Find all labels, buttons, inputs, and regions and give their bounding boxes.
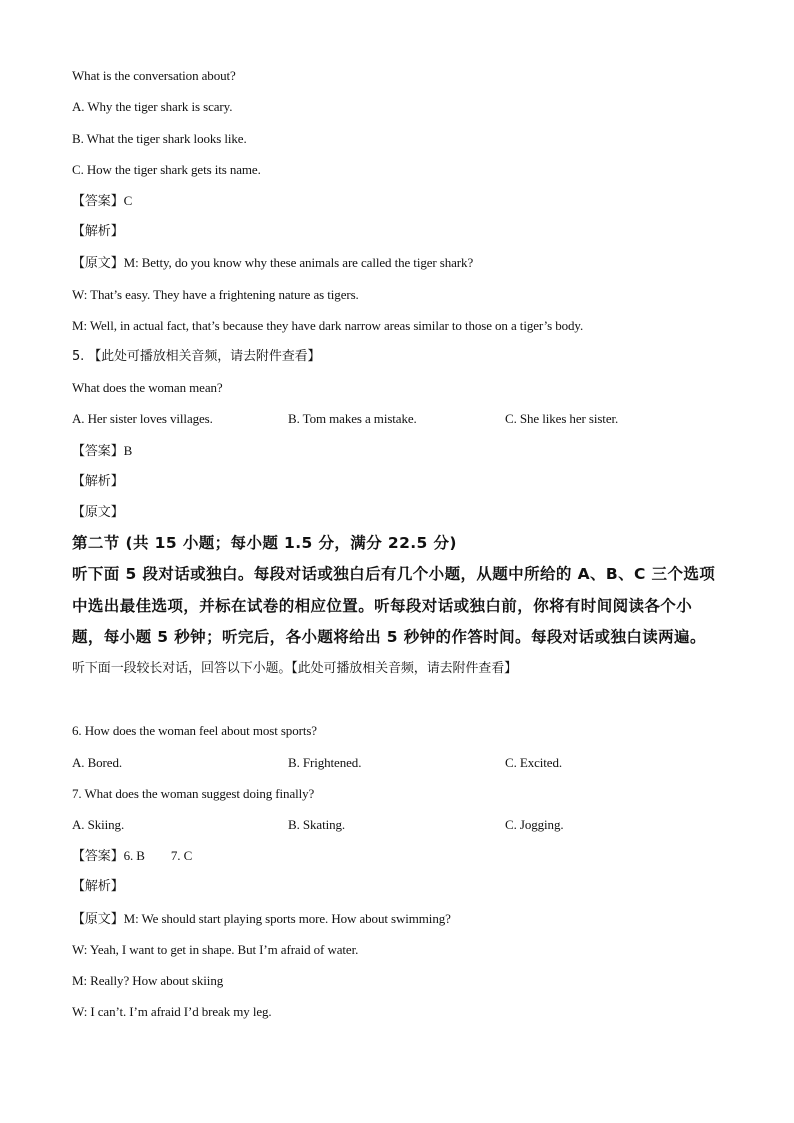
q5-analysis-label: 【解析】 [72, 474, 124, 489]
q5-question: What does the woman mean? [72, 380, 223, 395]
section-instructions-line-1: 听下面 5 段对话或独白。每段对话或独白后有几个小题，从题中所给的 A、B、C 三个选项 [72, 565, 716, 583]
q5-option-c: C. She likes her sister. [505, 411, 619, 426]
answer-label: 【答案】 [72, 849, 124, 864]
transcript-label: 【原文】 [72, 256, 124, 271]
answer-7: 7. C [170, 848, 193, 863]
q7-option-a: A. Skiing. [72, 817, 125, 832]
q7-option-c: C. Jogging. [505, 817, 564, 832]
q67-answer [72, 847, 192, 866]
q6-option-b: B. Frightened. [288, 755, 362, 770]
q5-option-a: A. Her sister loves villages. [72, 411, 213, 426]
q6-option-a: A. Bored. [72, 755, 123, 770]
q6-option-c: C. Excited. [505, 755, 563, 770]
q67-transcript-line-4: W: I can’t. I’m afraid I’d break my leg. [72, 1004, 272, 1019]
transcript-label: 【原文】 [72, 912, 124, 927]
section-audio-note: 听下面一段较长对话，回答以下小题。【此处可播放相关音频，请去附件查看】 [72, 661, 518, 676]
transcript-text: M: Betty, do you know why these animals are called the tiger shark? [123, 255, 474, 270]
answer-value: B [123, 443, 133, 458]
q67-transcript-line-2: W: Yeah, I want to get in shape. But I’m afraid of water. [72, 942, 359, 957]
section-instructions-line-2: 中选出最佳选项，并标在试卷的相应位置。听每段对话或独白前，你将有时间阅读各个小 [72, 597, 693, 615]
q4-transcript-line-1 [72, 254, 473, 273]
q7-question: 7. What does the woman suggest doing finally? [72, 786, 315, 801]
q5-transcript-label: 【原文】 [72, 505, 124, 520]
q67-transcript-line-3: M: Really? How about skiing [72, 973, 224, 988]
q5-option-b: B. Tom makes a mistake. [288, 411, 417, 426]
section-instructions-line-3: 题，每小题 5 秒钟；听完后，各小题将给出 5 秒钟的作答时间。每段对话或独白读两遍。 [72, 628, 706, 646]
section-title: 第二节 (共 15 小题；每小题 1.5 分，满分 22.5 分) [72, 534, 457, 552]
answer-value: C [123, 193, 133, 208]
answer-6: 6. B [123, 848, 145, 863]
q4-option-a: A. Why the tiger shark is scary. [72, 99, 233, 114]
answer-label: 【答案】 [72, 444, 124, 459]
q4-question: What is the conversation about? [72, 68, 236, 83]
answer-label: 【答案】 [72, 194, 124, 209]
q4-transcript-line-2: W: That’s easy. They have a frightening nature as tigers. [72, 287, 359, 302]
q4-analysis-label: 【解析】 [72, 224, 124, 239]
q4-transcript-line-3: M: Well, in actual fact, that’s because they have dark narrow areas similar to those on a tiger’s body. [72, 318, 584, 333]
q67-transcript-line-1 [72, 910, 451, 929]
q4-option-b: B. What the tiger shark looks like. [72, 131, 247, 146]
q67-analysis-label: 【解析】 [72, 879, 124, 894]
q5-heading: 5. 【此处可播放相关音频，请去附件查看】 [72, 349, 321, 364]
q7-option-b: B. Skating. [288, 817, 346, 832]
q6-question: 6. How does the woman feel about most sports? [72, 723, 317, 738]
q4-option-c: C. How the tiger shark gets its name. [72, 162, 261, 177]
q4-answer [72, 192, 132, 211]
q5-answer [72, 442, 132, 461]
transcript-text: M: We should start playing sports more. How about swimming? [123, 911, 451, 926]
